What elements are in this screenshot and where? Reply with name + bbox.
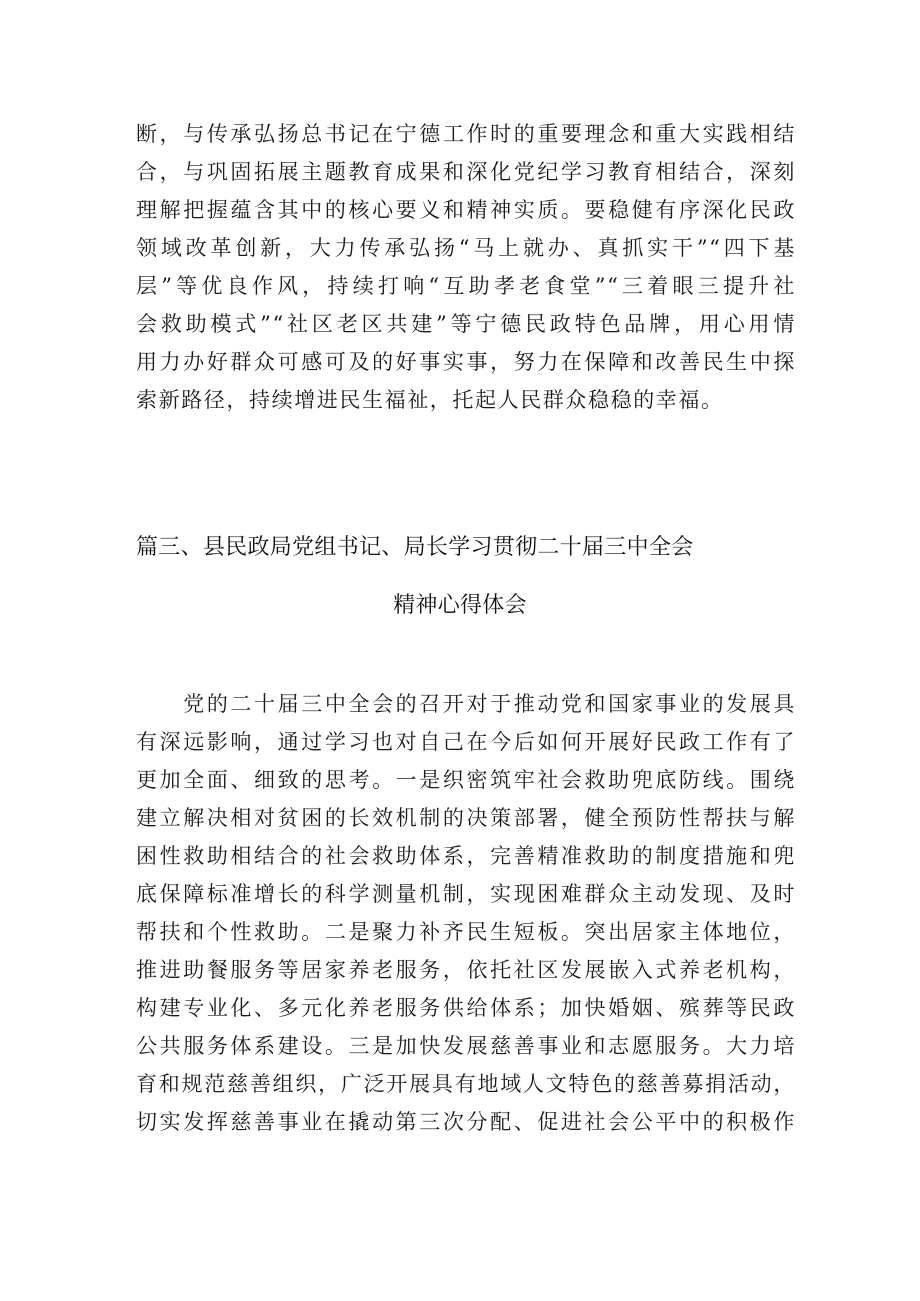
body-paragraph-continued	[136, 115, 796, 419]
body-paragraph	[136, 685, 796, 1141]
text-line: 断，与传承弘扬总书记在宁德工作时的重要理念和重大实践相结	[136, 122, 796, 146]
text-line: 切实发挥慈善事业在撬动第三次分配、促进社会公平中的积极作	[136, 1110, 796, 1134]
section-heading-line-2: 精神心得体会	[393, 593, 527, 618]
text-line: 困性救助相结合的社会救助体系，完善精准救助的制度措施和兜	[136, 844, 796, 868]
text-line: 构建专业化、多元化养老服务供给体系；加快婚姻、殡葬等民政	[136, 996, 796, 1020]
text-line: 理解把握蕴含其中的核心要义和精神实质。要稳健有序深化民政	[136, 198, 796, 222]
text-line: 公共服务体系建设。三是加快发展慈善事业和志愿服务。大力培	[136, 1034, 796, 1058]
text-line: 会救助模式”“社区老区共建”等宁德民政特色品牌，用心用情	[136, 312, 796, 336]
text-line: 帮扶和个性救助。二是聚力补齐民生短板。突出居家主体地位，	[136, 920, 796, 944]
text-line: 建立解决相对贫困的长效机制的决策部署，健全预防性帮扶与解	[136, 806, 796, 830]
text-line: 底保障标准增长的科学测量机制，实现困难群众主动发现、及时	[136, 882, 796, 906]
text-line: 合，与巩固拓展主题教育成果和深化党纪学习教育相结合，深刻	[136, 160, 796, 184]
text-line: 层”等优良作风，持续打响“互助孝老食堂”“三着眼三提升社	[136, 274, 796, 298]
text-line: 推进助餐服务等居家养老服务，依托社区发展嵌入式养老机构，	[136, 958, 796, 982]
text-line: 更加全面、细致的思考。一是织密筑牢社会救助兜底防线。围绕	[136, 768, 796, 792]
text-line: 有深远影响，通过学习也对自己在今后如何开展好民政工作有了	[136, 730, 796, 754]
text-line: 党的二十届三中全会的召开对于推动党和国家事业的发展具	[136, 692, 796, 716]
section-heading-line-1: 篇三、县民政局党组书记、局长学习贯彻二十届三中全会	[136, 535, 694, 560]
text-line: 领域改革创新，大力传承弘扬“马上就办、真抓实干”“四下基	[136, 236, 796, 260]
text-line: 索新路径，持续增进民生福祉，托起人民群众稳稳的幸福。	[136, 388, 724, 412]
text-line: 育和规范慈善组织，广泛开展具有地域人文特色的慈善募捐活动，	[136, 1072, 796, 1096]
text-line: 用力办好群众可感可及的好事实事，努力在保障和改善民生中探	[136, 350, 796, 374]
